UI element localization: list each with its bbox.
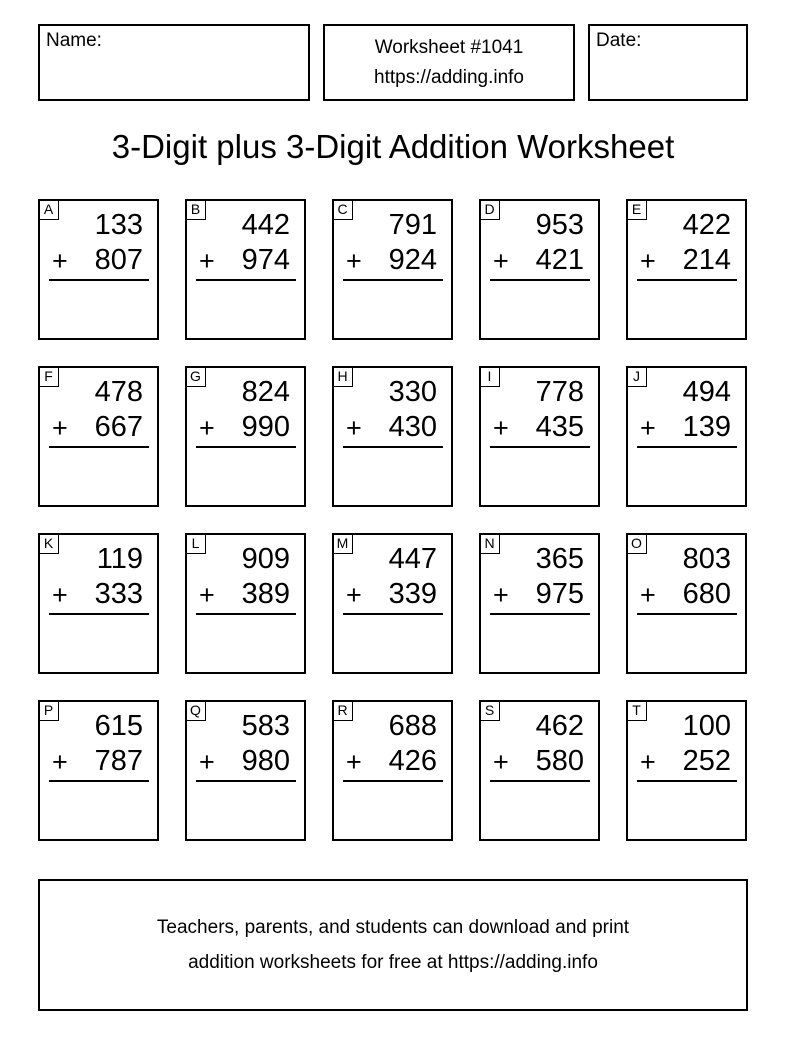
worksheet-number: Worksheet #1041: [374, 37, 524, 58]
footer-box: [38, 879, 748, 1011]
answer-line: [196, 780, 296, 782]
addend-top: 100: [682, 710, 731, 742]
addend-bottom: 975: [535, 578, 584, 610]
footer-line-1: Teachers, parents, and students can download and print: [156, 917, 630, 938]
problem-letter: L: [185, 533, 206, 554]
problem-card[interactable]: [38, 700, 159, 841]
addend-bottom: 252: [682, 745, 731, 777]
addend-bottom: 139: [682, 411, 731, 443]
problem-letter: A: [38, 199, 59, 220]
problem-card[interactable]: [332, 700, 453, 841]
problem-card[interactable]: [185, 533, 306, 674]
plus-sign: +: [199, 747, 215, 777]
addend-top: 422: [682, 209, 731, 241]
addend-bottom: 807: [94, 244, 143, 276]
addend-bottom: 333: [94, 578, 143, 610]
plus-sign: +: [346, 580, 362, 610]
addend-bottom: 924: [388, 244, 437, 276]
answer-line: [49, 613, 149, 615]
addend-top: 824: [241, 376, 290, 408]
footer-line-2: addition worksheets for free at https://adding.info: [188, 952, 598, 973]
plus-sign: +: [493, 580, 509, 610]
answer-line: [490, 613, 590, 615]
addend-top: 133: [94, 209, 143, 241]
addend-top: 330: [388, 376, 437, 408]
plus-sign: +: [52, 747, 68, 777]
plus-sign: +: [640, 246, 656, 276]
date-label: Date:: [596, 30, 642, 51]
problem-letter: C: [332, 199, 353, 220]
problem-letter: J: [626, 366, 647, 387]
problem-letter: F: [38, 366, 59, 387]
answer-line: [490, 446, 590, 448]
addend-bottom: 974: [241, 244, 290, 276]
problem-card[interactable]: [626, 366, 747, 507]
problem-letter: G: [185, 366, 206, 387]
plus-sign: +: [199, 246, 215, 276]
answer-line: [196, 446, 296, 448]
problem-card[interactable]: [626, 199, 747, 340]
problem-card[interactable]: [38, 533, 159, 674]
worksheet-url: https://adding.info: [374, 67, 524, 88]
addend-top: 478: [94, 376, 143, 408]
answer-line: [637, 279, 737, 281]
addend-top: 909: [241, 543, 290, 575]
problem-card[interactable]: [332, 199, 453, 340]
problem-card[interactable]: [185, 366, 306, 507]
problem-card[interactable]: [626, 533, 747, 674]
problem-letter: E: [626, 199, 647, 220]
page-title: 3-Digit plus 3-Digit Addition Worksheet: [111, 128, 675, 165]
problem-letter: K: [38, 533, 59, 554]
plus-sign: +: [640, 413, 656, 443]
plus-sign: +: [640, 580, 656, 610]
answer-line: [637, 780, 737, 782]
answer-line: [343, 446, 443, 448]
problem-letter: M: [332, 533, 353, 554]
addend-top: 953: [535, 209, 584, 241]
answer-line: [490, 279, 590, 281]
addend-top: 803: [682, 543, 731, 575]
plus-sign: +: [346, 246, 362, 276]
plus-sign: +: [346, 413, 362, 443]
plus-sign: +: [199, 580, 215, 610]
plus-sign: +: [493, 747, 509, 777]
plus-sign: +: [640, 747, 656, 777]
problem-card[interactable]: [185, 199, 306, 340]
plus-sign: +: [52, 580, 68, 610]
addend-top: 688: [388, 710, 437, 742]
answer-line: [343, 613, 443, 615]
addend-bottom: 980: [241, 745, 290, 777]
problem-card[interactable]: [479, 366, 600, 507]
addend-top: 583: [241, 710, 290, 742]
problem-letter: O: [626, 533, 647, 554]
addend-bottom: 430: [388, 411, 437, 443]
problem-card[interactable]: [479, 199, 600, 340]
answer-line: [490, 780, 590, 782]
plus-sign: +: [493, 413, 509, 443]
problem-letter: H: [332, 366, 353, 387]
problem-letter: S: [479, 700, 500, 721]
addend-top: 462: [535, 710, 584, 742]
name-label: Name:: [46, 30, 102, 51]
addend-top: 494: [682, 376, 731, 408]
addend-bottom: 389: [241, 578, 290, 610]
addend-bottom: 339: [388, 578, 437, 610]
problem-letter: Q: [185, 700, 206, 721]
addend-bottom: 667: [94, 411, 143, 443]
addend-top: 791: [388, 209, 437, 241]
plus-sign: +: [199, 413, 215, 443]
addend-top: 447: [388, 543, 437, 575]
problem-card[interactable]: [479, 533, 600, 674]
plus-sign: +: [346, 747, 362, 777]
answer-line: [196, 613, 296, 615]
addend-bottom: 421: [535, 244, 584, 276]
addend-bottom: 680: [682, 578, 731, 610]
problem-card[interactable]: [332, 366, 453, 507]
addend-bottom: 435: [535, 411, 584, 443]
addend-bottom: 426: [388, 745, 437, 777]
problem-letter: N: [479, 533, 500, 554]
addend-top: 615: [94, 710, 143, 742]
problem-card[interactable]: [626, 700, 747, 841]
addend-bottom: 214: [682, 244, 731, 276]
problem-card[interactable]: [479, 700, 600, 841]
problem-letter: T: [626, 700, 647, 721]
problem-letter: I: [479, 366, 500, 387]
problem-letter: R: [332, 700, 353, 721]
answer-line: [49, 780, 149, 782]
answer-line: [196, 279, 296, 281]
addend-top: 119: [96, 543, 143, 575]
addend-bottom: 990: [241, 411, 290, 443]
addend-top: 365: [535, 543, 584, 575]
answer-line: [637, 446, 737, 448]
problem-letter: P: [38, 700, 59, 721]
plus-sign: +: [52, 413, 68, 443]
addend-top: 442: [241, 209, 290, 241]
problem-card[interactable]: [38, 366, 159, 507]
answer-line: [343, 279, 443, 281]
problem-letter: B: [185, 199, 206, 220]
addend-bottom: 580: [535, 745, 584, 777]
problem-card[interactable]: [185, 700, 306, 841]
answer-line: [49, 279, 149, 281]
plus-sign: +: [493, 246, 509, 276]
problem-card[interactable]: [38, 199, 159, 340]
problem-card[interactable]: [332, 533, 453, 674]
answer-line: [637, 613, 737, 615]
problem-letter: D: [479, 199, 500, 220]
addend-bottom: 787: [94, 745, 143, 777]
plus-sign: +: [52, 246, 68, 276]
addend-top: 778: [535, 376, 584, 408]
answer-line: [343, 780, 443, 782]
answer-line: [49, 446, 149, 448]
